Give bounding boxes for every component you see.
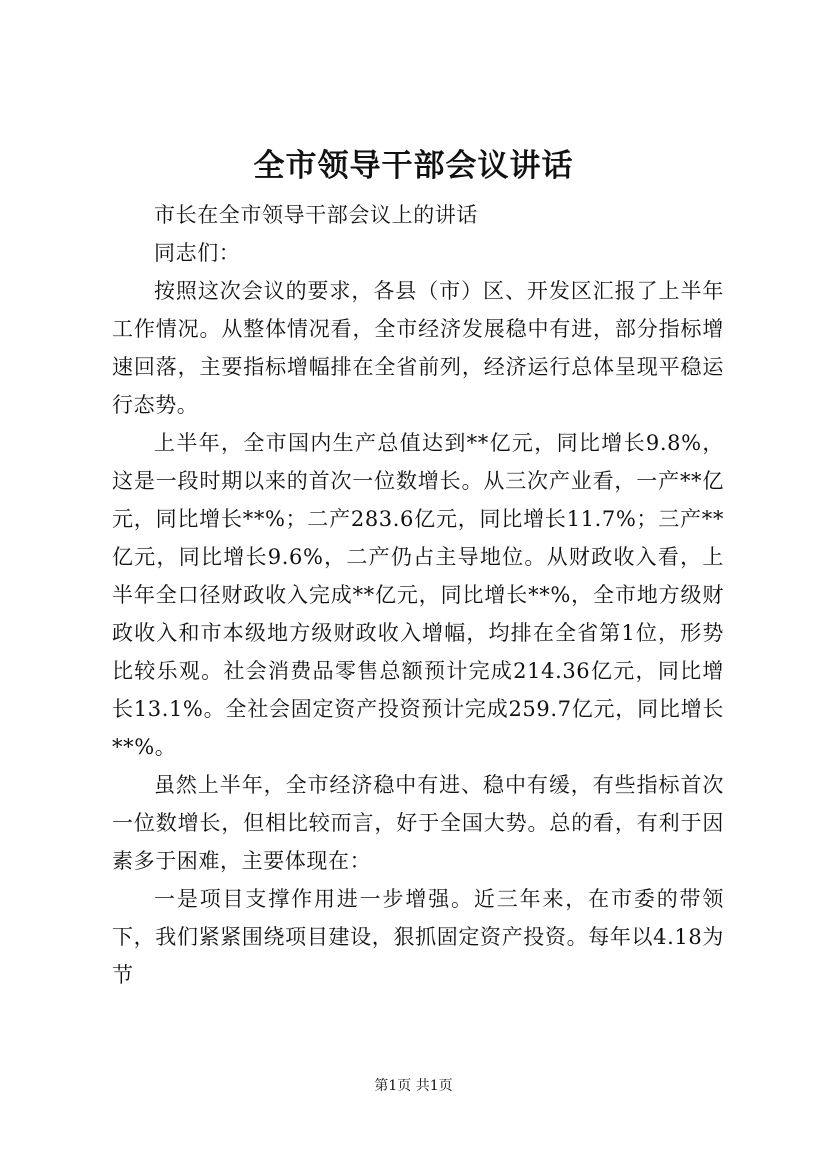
body-paragraph: 上半年，全市国内生产总值达到**亿元，同比增长9.8%，这是一段时期以来的首次一位数增长。从三次产业看，一产**亿元，同比增长**%；二产283.6亿元，同比增长11.7%；三产**亿元，同比增长9.6%，二产仍占主导地位。从财政收入看，上半年全口径财政收入完成**亿元，同比增长**%，全市地方级财政收入和市本级地方级财政收入增幅，均排在全省第1位，形势比较乐观。社会消费品零售总额预计完成214.36亿元，同比增长13.1%。全社会固定资产投资预计完成259.7亿元，同比增长**%。 [112, 431, 724, 759]
salutation-paragraph: 同志们： [154, 241, 241, 265]
page-number-footer: 第1页 共1页 [374, 1078, 453, 1094]
body-paragraph: 一是项目支撑作用进一步增强。近三年来，在市委的带领下，我们紧紧围绕项目建设，狠抓固定资产投资。每年以4.18为节 [112, 887, 724, 987]
document-title: 全市领导干部会议讲话 [253, 148, 574, 184]
body-paragraph: 虽然上半年，全市经济稳中有进、稳中有缓，有些指标首次一位数增长，但相比较而言，好于全国大势。总的看，有利于因素多于困难，主要体现在： [112, 773, 724, 873]
body-paragraph: 按照这次会议的要求，各县（市）区、开发区汇报了上半年工作情况。从整体情况看，全市经济发展稳中有进，部分指标增速回落，主要指标增幅排在全省前列，经济运行总体呈现平稳运行态势。 [112, 279, 724, 417]
subtitle-paragraph: 市长在全市领导干部会议上的讲话 [154, 203, 478, 227]
document-body [112, 196, 724, 994]
